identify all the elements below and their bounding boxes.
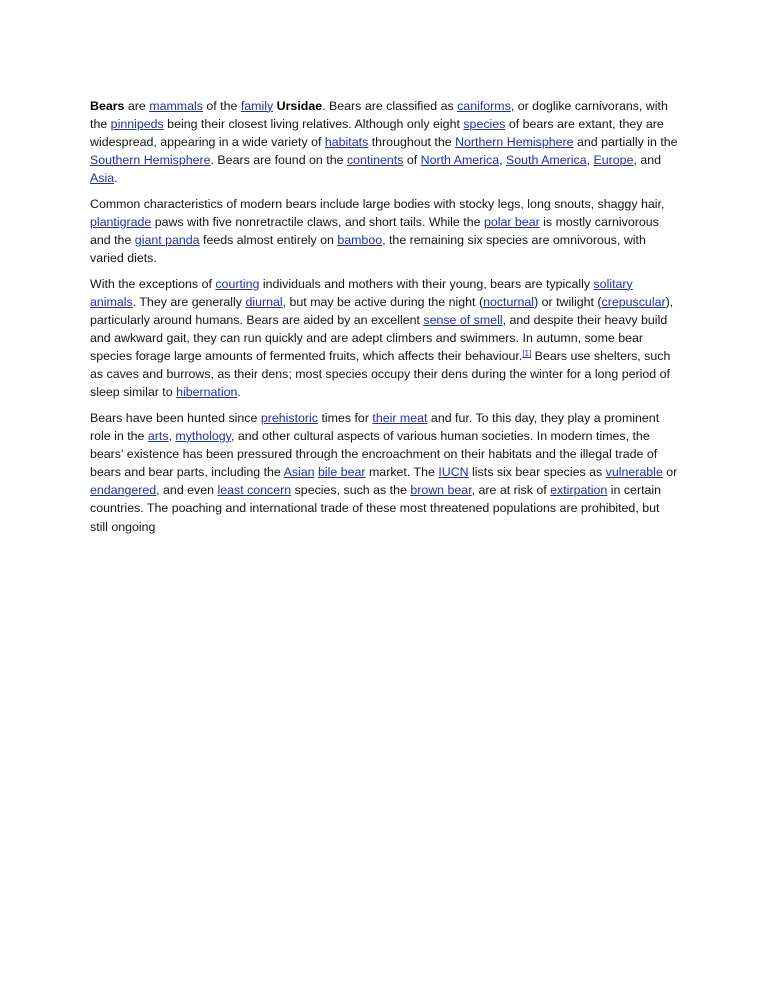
link-polar-bear[interactable]: polar bear [483,215,540,230]
link-their-meat[interactable]: their meat [372,411,428,425]
text-run: . Bears are classified as [322,99,458,113]
bold-term-ursidae: Ursidae [276,99,323,113]
text-run: , [168,429,176,444]
text-run: lists six bear species as [468,465,606,480]
bold-term-bears: Bears [90,99,125,113]
link-hibernation[interactable]: hibernation [176,385,238,400]
link-asia[interactable]: Asia [90,171,115,186]
text-run: Common characteristics of modern bears include large bodies with stocky legs, long snouts, shaggy hair, [90,196,665,211]
link-prehistoric[interactable]: prehistoric [260,411,318,425]
link-extirpation[interactable]: extirpation [550,483,608,498]
link-vulnerable[interactable]: vulnerable [605,465,663,480]
text-run: times for [318,411,373,425]
text-run: . Bears are found on the [210,153,347,168]
text-run: paws with five nonretractile claws, and short tails. While the [151,215,484,230]
text-run: individuals and mothers with their young, bears are typically [259,276,594,291]
link-asian[interactable]: Asian [283,465,315,480]
link-southern-hemisphere[interactable]: Southern Hemisphere [90,153,211,168]
text-run: in certain countries. The poaching and international trade of these most threatened populations are prohibited, but still ongoing [90,483,662,534]
text-run: and partially in the [573,135,678,150]
link-caniforms[interactable]: caniforms [457,99,511,113]
citation-link-1[interactable]: [1] [522,349,532,359]
link-nocturnal[interactable]: nocturnal [483,294,535,309]
link-iucn[interactable]: IUCN [438,465,469,480]
link-continents[interactable]: continents [346,153,404,168]
text-run: , [586,153,594,168]
link-solitary-animals[interactable]: solitary animals [90,276,633,309]
link-mammals[interactable]: mammals [149,99,203,113]
text-run: Bears use shelters, such as caves and burrows, as their dens; most species occupy their dens during the winter for a long period of sleep similar to [90,349,671,400]
link-arts[interactable]: arts [147,429,169,444]
link-bile-bear[interactable]: bile bear [318,465,366,480]
text-run: feeds almost entirely on [199,233,338,248]
text-run: With the exceptions of [90,276,216,291]
text-run: , the remaining six species are omnivorous, with varied diets. [90,233,646,266]
link-family[interactable]: family [240,99,274,113]
text-run: . They are generally [132,294,246,309]
link-plantigrade[interactable]: plantigrade [90,215,152,230]
link-north-america[interactable]: North America [420,153,500,168]
text-run: , or doglike carnivorans, with the [90,99,668,132]
text-run: , [499,153,507,168]
text-run: of [403,153,421,168]
text-run: is mostly carnivorous and the [90,215,659,248]
link-brown-bear[interactable]: brown bear [410,483,472,498]
text-run: of the [202,99,241,113]
text-run: , and even [156,483,218,498]
text-run: of bears are extant, they are widespread, appearing in a wide variety of [90,117,664,150]
link-sense-of-smell[interactable]: sense of smell [423,313,503,328]
text-run: or [662,465,678,480]
text-run: and fur. To this day, they play a prominent role in the [90,411,660,444]
text-run: market. The [365,465,439,480]
link-crepuscular[interactable]: crepuscular [601,294,666,309]
link-mythology[interactable]: mythology [175,429,231,444]
link-courting[interactable]: courting [215,276,260,291]
text-run: ), particularly around humans. Bears are aided by an excellent [90,294,674,328]
link-species[interactable]: species [463,117,506,132]
article-body [90,97,680,543]
link-northern-hemisphere[interactable]: Northern Hemisphere [455,135,574,150]
paragraph-2 [90,195,680,267]
paragraph-1 [90,97,680,187]
link-pinnipeds[interactable]: pinnipeds [110,117,164,132]
link-bamboo[interactable]: bamboo [337,233,383,248]
link-giant-panda[interactable]: giant panda [134,233,200,248]
text-run: , and [633,153,662,168]
link-south-america[interactable]: South America [506,153,587,168]
link-europe[interactable]: Europe [593,153,634,168]
text-run: , and despite their heavy build and awkward gait, they can run quickly and are adept climbers and swimmers. In autumn, some bear species forage large amounts of fermented fruits, which affects their behaviour. [90,313,668,364]
text-run: throughout the [368,135,456,150]
text-run: . [237,385,241,400]
text-run: species, such as the [291,483,411,498]
citation-superscript [522,349,531,358]
link-habitats[interactable]: habitats [324,135,369,150]
text-run: , and other cultural aspects of various human societies. In modern times, the bears' existence has been pressured through the encroachment on their habitats and the illegal trade of bears and bear parts, including the [90,429,658,480]
link-endangered[interactable]: endangered [90,483,157,498]
text-run: , but may be active during the night ( [282,294,484,309]
text-run: , are at risk of [471,483,551,498]
text-run: . [114,171,118,186]
paragraph-4 [90,409,680,536]
text-run: are [124,99,150,113]
link-least-concern[interactable]: least concern [217,483,292,498]
text-run: Bears have been hunted since [90,411,261,425]
paragraph-3 [90,275,680,402]
link-diurnal[interactable]: diurnal [245,294,283,309]
text-run: ) or twilight ( [534,294,602,309]
text-run: being their closest living relatives. Although only eight [163,117,464,132]
